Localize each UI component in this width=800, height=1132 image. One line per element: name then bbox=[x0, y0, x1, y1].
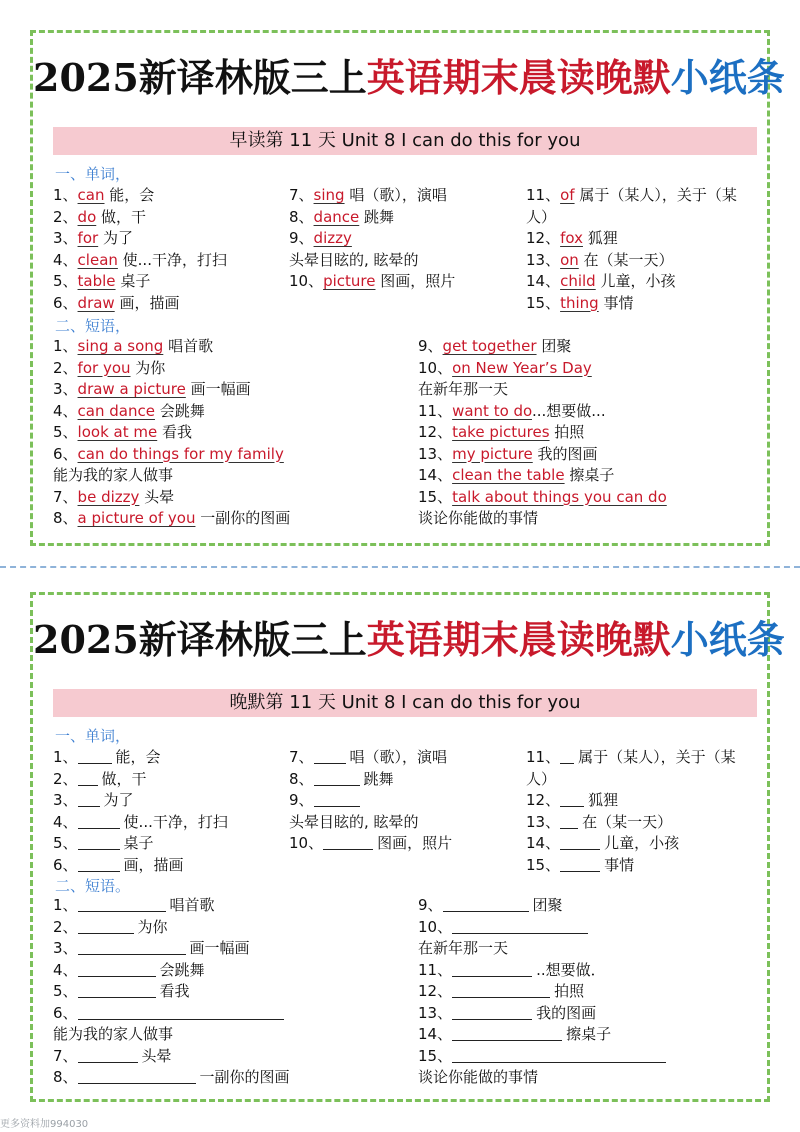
answer-blank[interactable] bbox=[452, 961, 532, 977]
item-number: 2、 bbox=[53, 917, 78, 936]
list-item bbox=[289, 185, 519, 207]
chinese-meaning: 能，会 bbox=[115, 748, 161, 766]
list-item bbox=[526, 855, 758, 877]
answer-blank[interactable] bbox=[78, 1004, 284, 1020]
list-item bbox=[418, 422, 758, 444]
list-item bbox=[53, 1046, 413, 1068]
list-item bbox=[53, 895, 413, 917]
list-item bbox=[289, 207, 519, 229]
answer-blank[interactable] bbox=[78, 939, 186, 955]
chinese-meaning: 属于（某人），关于（某人） bbox=[526, 186, 737, 226]
list-item bbox=[53, 336, 413, 358]
item-number: 15、 bbox=[526, 855, 561, 874]
morning-words-col1 bbox=[53, 185, 283, 314]
item-number: 10、 bbox=[418, 358, 453, 377]
item-number: 12、 bbox=[526, 229, 561, 247]
list-item bbox=[418, 358, 758, 380]
english-term: dance bbox=[313, 207, 360, 226]
list-item bbox=[289, 790, 519, 812]
chinese-meaning: 看我 bbox=[159, 982, 190, 1000]
answer-blank[interactable] bbox=[78, 918, 134, 934]
english-term: can dance bbox=[77, 401, 155, 420]
list-item bbox=[53, 422, 413, 444]
list-item bbox=[418, 1067, 758, 1089]
english-term: dizzy bbox=[313, 229, 352, 247]
chinese-meaning: 跳舞 bbox=[363, 769, 394, 788]
item-number: 15、 bbox=[418, 1046, 453, 1065]
chinese-meaning: 我的图画 bbox=[536, 1003, 597, 1022]
list-item bbox=[289, 833, 519, 855]
answer-blank[interactable] bbox=[314, 770, 360, 786]
answer-blank[interactable] bbox=[560, 791, 584, 807]
item-number: 7、 bbox=[53, 487, 78, 506]
item-number: 5、 bbox=[53, 423, 78, 441]
item-number: 8、 bbox=[53, 509, 78, 527]
chinese-meaning: 团聚 bbox=[536, 337, 572, 355]
chinese-meaning: 儿童，小孩 bbox=[595, 272, 676, 290]
list-item bbox=[53, 379, 413, 401]
answer-blank[interactable] bbox=[452, 1047, 666, 1063]
english-term: be dizzy bbox=[77, 487, 140, 506]
chinese-meaning: 看我 bbox=[157, 423, 192, 441]
list-item bbox=[53, 358, 413, 380]
item-number: 9、 bbox=[418, 896, 443, 914]
evening-dictation-card bbox=[30, 592, 785, 1102]
chinese-meaning: 唱（歌），演唱 bbox=[349, 748, 448, 766]
item-number: 4、 bbox=[53, 250, 78, 269]
chinese-meaning: 头晕目眩的, 眩晕的 bbox=[289, 250, 419, 269]
list-item bbox=[418, 487, 758, 509]
morning-phrases-heading: 二、短语， bbox=[55, 317, 131, 335]
english-term: clean the table bbox=[452, 466, 565, 484]
chinese-meaning: 在（某一天） bbox=[578, 250, 674, 269]
chinese-meaning: 唱首歌 bbox=[169, 896, 215, 914]
chinese-meaning: 一副你的图画 bbox=[199, 1068, 290, 1086]
item-number: 2、 bbox=[53, 769, 78, 788]
item-number: 10、 bbox=[289, 272, 324, 290]
answer-blank[interactable] bbox=[78, 770, 98, 786]
chinese-meaning: 使...干净，打扫 bbox=[123, 812, 228, 831]
list-item bbox=[53, 769, 283, 791]
english-term: fox bbox=[560, 229, 583, 247]
list-item bbox=[526, 250, 758, 272]
item-number: 3、 bbox=[53, 939, 78, 957]
answer-blank[interactable] bbox=[560, 834, 600, 850]
answer-blank[interactable] bbox=[314, 748, 346, 764]
list-item bbox=[418, 981, 758, 1003]
item-number: 7、 bbox=[289, 748, 314, 766]
answer-blank[interactable] bbox=[78, 896, 166, 912]
item-number: 3、 bbox=[53, 380, 78, 398]
chinese-meaning: 唱首歌 bbox=[163, 337, 214, 355]
item-number: 8、 bbox=[289, 207, 314, 226]
english-term: a picture of you bbox=[77, 509, 196, 527]
item-number: 1、 bbox=[53, 337, 78, 355]
chinese-meaning: 为你 bbox=[137, 917, 168, 936]
english-term: clean bbox=[77, 250, 118, 269]
item-number: 14、 bbox=[418, 1025, 453, 1043]
list-item bbox=[53, 271, 283, 293]
english-term: talk about things you can do bbox=[452, 487, 667, 506]
list-item bbox=[418, 1046, 758, 1068]
list-item bbox=[289, 228, 519, 250]
answer-blank[interactable] bbox=[452, 1025, 562, 1041]
answer-blank[interactable] bbox=[78, 1068, 196, 1084]
chinese-meaning: 做，干 bbox=[96, 207, 147, 226]
morning-reading-card bbox=[30, 30, 785, 546]
morning-banner: 早读第 11 天 Unit 8 I can do this for you bbox=[53, 127, 757, 155]
item-number: 15、 bbox=[526, 293, 561, 312]
item-number: 10、 bbox=[418, 917, 453, 936]
chinese-meaning: 属于（某人），关于（某人） bbox=[526, 748, 736, 788]
list-item bbox=[53, 1024, 413, 1046]
list-item bbox=[418, 465, 758, 487]
title-part3: 小纸条 bbox=[670, 55, 785, 100]
chinese-meaning: 能为我的家人做事 bbox=[53, 466, 174, 484]
item-number: 4、 bbox=[53, 960, 78, 979]
chinese-meaning: 拍照 bbox=[549, 423, 585, 441]
list-item bbox=[526, 747, 758, 790]
footer-note: 更多资料加994030 bbox=[0, 1119, 89, 1130]
list-item bbox=[526, 228, 758, 250]
list-item bbox=[289, 747, 519, 769]
english-term: draw a picture bbox=[77, 380, 186, 398]
english-term: can bbox=[77, 186, 105, 204]
list-item bbox=[53, 228, 283, 250]
morning-phrases-col1 bbox=[53, 336, 413, 530]
chinese-meaning: 头晕目眩的, 眩晕的 bbox=[289, 812, 419, 831]
list-item bbox=[53, 917, 413, 939]
item-number: 4、 bbox=[53, 812, 78, 831]
english-term: table bbox=[77, 272, 116, 290]
morning-words-col3 bbox=[526, 185, 758, 314]
list-item bbox=[418, 444, 758, 466]
answer-blank[interactable] bbox=[78, 1047, 138, 1063]
list-item bbox=[53, 508, 413, 530]
chinese-meaning: 会跳舞 bbox=[159, 960, 205, 979]
english-term: look at me bbox=[77, 423, 158, 441]
item-number: 12、 bbox=[418, 982, 453, 1000]
item-number: 1、 bbox=[53, 896, 78, 914]
english-term: on bbox=[560, 250, 579, 269]
answer-blank[interactable] bbox=[78, 961, 156, 977]
item-number: 14、 bbox=[526, 834, 561, 852]
list-item bbox=[418, 508, 758, 530]
title-part1: 2025新译林版三上 bbox=[33, 55, 367, 100]
list-item bbox=[418, 379, 758, 401]
item-number: 6、 bbox=[53, 855, 78, 874]
chinese-meaning: 一副你的图画 bbox=[195, 509, 291, 527]
list-item bbox=[418, 401, 758, 423]
item-number: 7、 bbox=[289, 186, 314, 204]
chinese-meaning: 狐狸 bbox=[588, 791, 619, 809]
list-item bbox=[53, 293, 283, 315]
english-term: can do things for my family bbox=[77, 444, 284, 463]
chinese-meaning: 头晕 bbox=[141, 1046, 172, 1065]
answer-blank[interactable] bbox=[78, 856, 120, 872]
english-term: do bbox=[77, 207, 97, 226]
item-number: 14、 bbox=[526, 272, 561, 290]
answer-blank[interactable] bbox=[560, 856, 600, 872]
chinese-meaning: 擦桌子 bbox=[564, 466, 615, 484]
list-item bbox=[53, 1067, 413, 1089]
chinese-meaning: 画，描画 bbox=[114, 293, 180, 312]
chinese-meaning: 能，会 bbox=[104, 186, 155, 204]
answer-blank[interactable] bbox=[452, 1004, 532, 1020]
answer-blank[interactable] bbox=[452, 982, 550, 998]
answer-blank[interactable] bbox=[78, 834, 120, 850]
item-number: 11、 bbox=[418, 960, 453, 979]
item-number: 13、 bbox=[526, 250, 561, 269]
item-number: 8、 bbox=[53, 1068, 78, 1086]
answer-blank[interactable] bbox=[443, 896, 529, 912]
english-term: for you bbox=[77, 358, 131, 377]
item-number: 11、 bbox=[418, 401, 453, 420]
evening-phrases-col1 bbox=[53, 895, 413, 1089]
evening-phrases-col2 bbox=[418, 895, 758, 1089]
list-item bbox=[289, 812, 519, 834]
item-number: 10、 bbox=[289, 834, 324, 852]
item-number: 11、 bbox=[526, 186, 561, 204]
chinese-meaning: 谈论你能做的事情 bbox=[418, 509, 539, 527]
english-term: sing bbox=[313, 186, 345, 204]
item-number: 6、 bbox=[53, 1003, 78, 1022]
answer-blank[interactable] bbox=[452, 918, 588, 934]
chinese-meaning: 拍照 bbox=[554, 982, 585, 1000]
item-number: 8、 bbox=[289, 769, 314, 788]
item-number: 1、 bbox=[53, 748, 78, 766]
item-number: 2、 bbox=[53, 358, 78, 377]
item-number: 9、 bbox=[418, 337, 443, 355]
chinese-meaning: 使...干净，打扫 bbox=[117, 250, 227, 269]
item-number: 5、 bbox=[53, 272, 78, 290]
english-term: take pictures bbox=[452, 423, 550, 441]
chinese-meaning: 做，干 bbox=[101, 769, 147, 788]
english-term: draw bbox=[77, 293, 115, 312]
evening-banner: 晚默第 11 天 Unit 8 I can do this for you bbox=[53, 689, 757, 717]
cut-line bbox=[0, 566, 800, 568]
title-part3: 小纸条 bbox=[670, 617, 785, 662]
answer-blank[interactable] bbox=[560, 813, 578, 829]
evening-title bbox=[33, 609, 785, 665]
list-item bbox=[53, 487, 413, 509]
item-number: 13、 bbox=[526, 812, 561, 831]
item-number: 7、 bbox=[53, 1046, 78, 1065]
chinese-meaning: 为你 bbox=[130, 358, 166, 377]
list-item bbox=[418, 336, 758, 358]
morning-title bbox=[33, 47, 785, 103]
english-term: on New Year’s Day bbox=[452, 358, 592, 377]
english-term: my picture bbox=[452, 444, 533, 463]
english-term: for bbox=[77, 229, 99, 247]
list-item bbox=[53, 833, 283, 855]
morning-phrases-col2 bbox=[418, 336, 758, 530]
chinese-meaning: 画，描画 bbox=[123, 855, 184, 874]
chinese-meaning: 跳舞 bbox=[359, 207, 395, 226]
chinese-meaning: 事情 bbox=[604, 855, 635, 874]
list-item bbox=[53, 465, 413, 487]
list-item bbox=[526, 833, 758, 855]
evening-words-col2 bbox=[289, 747, 519, 855]
list-item bbox=[418, 938, 758, 960]
item-number: 9、 bbox=[289, 791, 314, 809]
item-number: 2、 bbox=[53, 207, 78, 226]
chinese-meaning: 图画，照片 bbox=[377, 834, 453, 852]
item-number: 13、 bbox=[418, 444, 453, 463]
evening-phrases-heading: 二、短语。 bbox=[55, 877, 131, 895]
chinese-meaning: ...想要做... bbox=[531, 401, 606, 420]
morning-words-col2 bbox=[289, 185, 519, 293]
answer-blank[interactable] bbox=[323, 834, 373, 850]
title-part1: 2025新译林版三上 bbox=[33, 617, 367, 662]
list-item bbox=[53, 1003, 413, 1025]
list-item bbox=[418, 1024, 758, 1046]
list-item bbox=[53, 185, 283, 207]
list-item bbox=[526, 790, 758, 812]
english-term: get together bbox=[442, 337, 537, 355]
answer-blank[interactable] bbox=[78, 813, 120, 829]
title-part2: 英语期末晨读晚默 bbox=[366, 617, 671, 662]
chinese-meaning: 团聚 bbox=[532, 896, 563, 914]
english-term: want to do bbox=[452, 401, 532, 420]
chinese-meaning: ..想要做． bbox=[536, 960, 606, 979]
list-item bbox=[53, 981, 413, 1003]
chinese-meaning: 狐狸 bbox=[582, 229, 618, 247]
item-number: 6、 bbox=[53, 293, 78, 312]
list-item bbox=[418, 895, 758, 917]
chinese-meaning: 儿童，小孩 bbox=[604, 834, 680, 852]
evening-words-col1 bbox=[53, 747, 283, 876]
list-item bbox=[53, 207, 283, 229]
chinese-meaning: 能为我的家人做事 bbox=[53, 1025, 174, 1043]
chinese-meaning: 桌子 bbox=[123, 834, 154, 852]
answer-blank[interactable] bbox=[78, 982, 156, 998]
chinese-meaning: 事情 bbox=[598, 293, 634, 312]
answer-blank[interactable] bbox=[314, 791, 360, 807]
answer-blank[interactable] bbox=[78, 748, 112, 764]
chinese-meaning: 画一幅画 bbox=[189, 939, 250, 957]
chinese-meaning: 在新年那一天 bbox=[418, 380, 509, 398]
title-part2: 英语期末晨读晚默 bbox=[366, 55, 671, 100]
list-item bbox=[289, 271, 519, 293]
item-number: 15、 bbox=[418, 487, 453, 506]
list-item bbox=[526, 293, 758, 315]
list-item bbox=[418, 1003, 758, 1025]
item-number: 4、 bbox=[53, 401, 78, 420]
item-number: 13、 bbox=[418, 1003, 453, 1022]
list-item bbox=[53, 812, 283, 834]
chinese-meaning: 在新年那一天 bbox=[418, 939, 509, 957]
chinese-meaning: 图画，照片 bbox=[375, 272, 456, 290]
list-item bbox=[526, 271, 758, 293]
item-number: 6、 bbox=[53, 444, 78, 463]
item-number: 5、 bbox=[53, 982, 78, 1000]
list-item bbox=[289, 250, 519, 272]
chinese-meaning: 唱（歌），演唱 bbox=[344, 186, 447, 204]
chinese-meaning: 画一幅画 bbox=[185, 380, 251, 398]
english-term: of bbox=[560, 186, 575, 204]
item-number: 3、 bbox=[53, 229, 78, 247]
english-term: thing bbox=[560, 293, 599, 312]
list-item bbox=[418, 917, 758, 939]
chinese-meaning: 我的图画 bbox=[532, 444, 598, 463]
list-item bbox=[289, 769, 519, 791]
answer-blank[interactable] bbox=[560, 748, 574, 764]
morning-words-heading: 一、单词， bbox=[55, 165, 131, 183]
list-item bbox=[53, 747, 283, 769]
english-term: child bbox=[560, 272, 596, 290]
chinese-meaning: 谈论你能做的事情 bbox=[418, 1068, 539, 1086]
item-number: 3、 bbox=[53, 791, 78, 809]
list-item bbox=[53, 938, 413, 960]
item-number: 9、 bbox=[289, 229, 314, 247]
chinese-meaning: 桌子 bbox=[115, 272, 151, 290]
list-item bbox=[418, 960, 758, 982]
chinese-meaning: 在（某一天） bbox=[582, 812, 673, 831]
item-number: 5、 bbox=[53, 834, 78, 852]
list-item bbox=[53, 790, 283, 812]
list-item bbox=[53, 855, 283, 877]
evening-words-heading: 一、单词， bbox=[55, 727, 131, 745]
chinese-meaning: 擦桌子 bbox=[566, 1025, 612, 1043]
chinese-meaning: 会跳舞 bbox=[154, 401, 205, 420]
evening-words-col3 bbox=[526, 747, 758, 876]
chinese-meaning: 为了 bbox=[98, 229, 133, 247]
item-number: 1、 bbox=[53, 186, 78, 204]
english-term: sing a song bbox=[77, 337, 164, 355]
english-term: picture bbox=[323, 272, 376, 290]
list-item bbox=[53, 960, 413, 982]
list-item bbox=[526, 812, 758, 834]
list-item bbox=[53, 401, 413, 423]
item-number: 12、 bbox=[526, 791, 561, 809]
item-number: 14、 bbox=[418, 466, 453, 484]
answer-blank[interactable] bbox=[78, 791, 100, 807]
item-number: 11、 bbox=[526, 748, 561, 766]
chinese-meaning: 头晕 bbox=[139, 487, 175, 506]
chinese-meaning: 为了 bbox=[103, 791, 134, 809]
list-item bbox=[53, 250, 283, 272]
list-item bbox=[53, 444, 413, 466]
list-item bbox=[526, 185, 758, 228]
item-number: 12、 bbox=[418, 423, 453, 441]
